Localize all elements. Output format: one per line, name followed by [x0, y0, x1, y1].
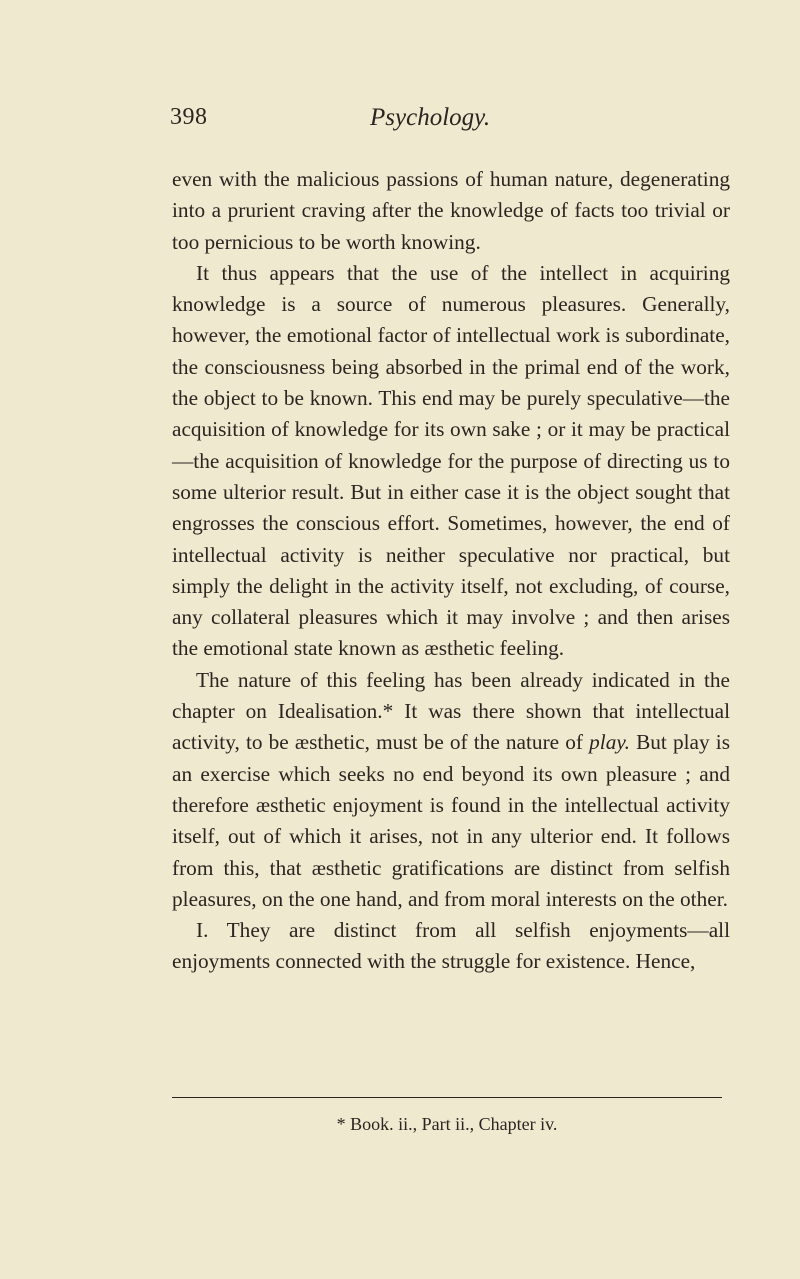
paragraph-text-part: The nature of this feeling has been already indicated in the chapter on Idealisation.* It was there shown that intellectual activity, to be æsthetic, must be of the nature of [172, 667, 730, 755]
paragraph-continuation: even with the malicious passions of human nature, degenerating into a prurient craving after the knowledge of facts too trivial or too pernicious to be worth knowing. [172, 167, 730, 254]
paragraph-intellect-pleasures: It thus appears that the use of the intellect in acquiring knowledge is a source of numerous pleasures. Generally, however, the emotional factor of intellectual work is subordinate, the consciousness being absorbed in the primal end of the work, the object to be known. This end may be purely speculative—the acquisition of knowledge for its own sake ; or it may be practical—the acquisition of knowledge for the purpose of directing us to some ulterior result. But in either case it is the object sought that engrosses the conscious effort. Sometimes, however, the end of intellectual activity is neither speculative nor practical, but simply the delight in the activity itself, not excluding, of course, any collateral pleasures which it may involve ; and then arises the emotional state known as æsthetic feeling. [172, 260, 730, 661]
running-head [170, 104, 730, 138]
footnote-rule [172, 1097, 722, 1098]
body-text [172, 164, 730, 978]
page-number: 398 [170, 104, 208, 130]
paragraph-aesthetic-play [172, 665, 730, 915]
italic-play: play. [589, 730, 630, 755]
running-title: Psychology. [370, 104, 491, 131]
paragraph-text-part: But play is an exercise which seeks no end beyond its own pleasure ; and therefore æsthetic enjoyment is found in the intellectual activity itself, out of which it arises, not in any ulterior end. It follows from this, that æsthetic gratifications are distinct from selfish pleasures, on the one hand, and from moral interests on the other. [172, 730, 730, 911]
paragraph-selfish-enjoyments: I. They are distinct from all selfish enjoyments—all enjoyments connected with the struggle for existence. Hence, [172, 918, 730, 974]
footnote: * Book. ii., Part ii., Chapter iv. [336, 1114, 558, 1134]
